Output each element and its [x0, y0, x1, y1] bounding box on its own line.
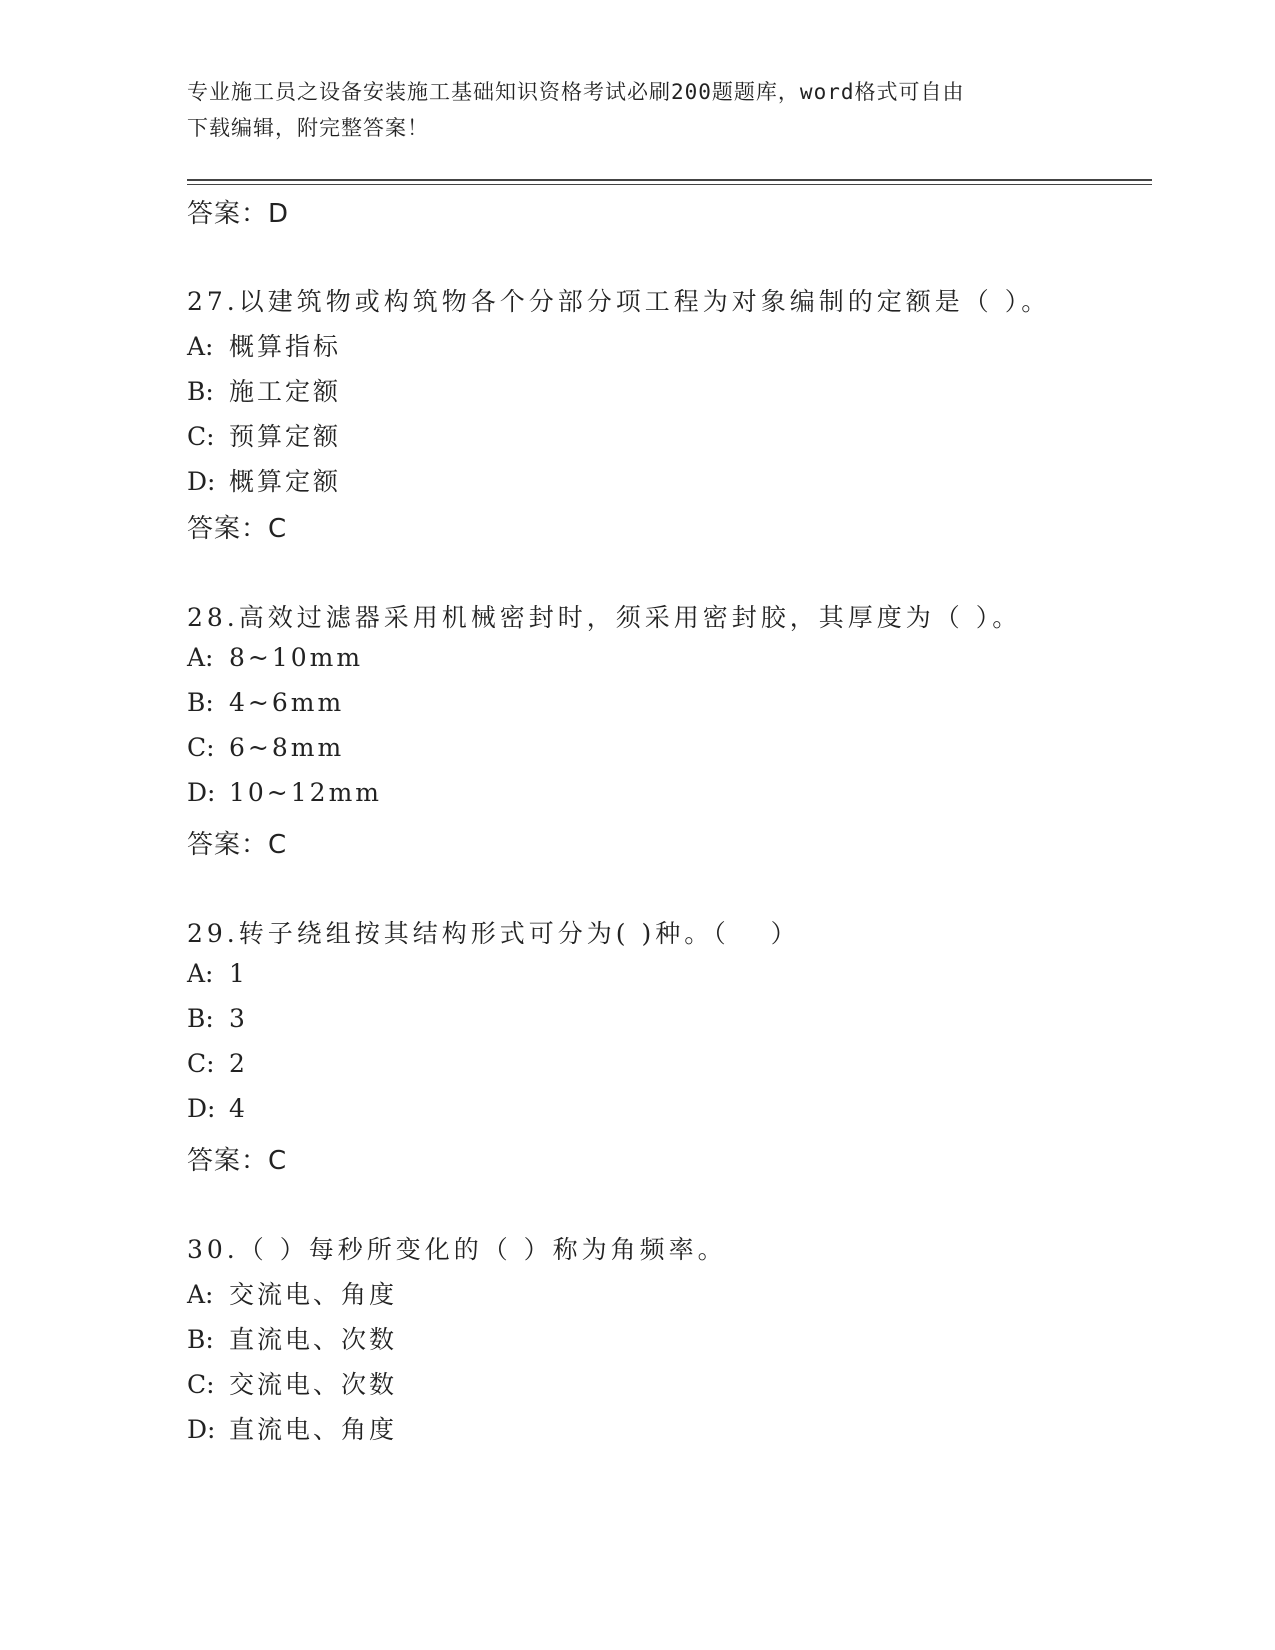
option-b	[187, 1320, 397, 1356]
option-letter: D:	[187, 467, 216, 496]
option-text: 交流电、角度	[229, 1280, 398, 1309]
option-letter: C:	[187, 1370, 215, 1399]
option-c	[187, 1049, 248, 1078]
option-letter: D:	[187, 1094, 216, 1123]
option-c	[187, 1365, 397, 1401]
option-a	[187, 959, 248, 988]
option-text: 直流电、次数	[229, 1325, 398, 1354]
option-a	[187, 327, 341, 363]
option-text: 4	[229, 1094, 248, 1123]
option-b	[187, 372, 341, 408]
option-letter: C:	[187, 1049, 215, 1078]
option-d	[187, 1094, 248, 1123]
option-text: 施工定额	[229, 377, 342, 406]
question-stem: 30.（ ）每秒所变化的（ ）称为角频率。	[187, 1235, 727, 1264]
option-letter: B:	[187, 1325, 214, 1354]
option-text: 4~6mm	[229, 688, 345, 717]
option-c	[187, 733, 344, 762]
option-letter: A:	[187, 332, 214, 361]
answer-26: 答案：D	[187, 199, 290, 229]
option-d	[187, 462, 341, 498]
option-b	[187, 688, 344, 717]
option-text: 概算定额	[229, 467, 342, 496]
option-letter: B:	[187, 377, 214, 406]
option-letter: A:	[187, 959, 214, 988]
option-text: 2	[229, 1049, 248, 1078]
option-a	[187, 643, 363, 672]
option-text: 概算指标	[229, 332, 342, 361]
option-text: 预算定额	[229, 422, 342, 451]
header-rule-bottom	[187, 184, 1152, 185]
option-a	[187, 1275, 397, 1311]
answer-28: 答案：C	[187, 830, 288, 860]
option-b	[187, 1004, 248, 1033]
option-letter: C:	[187, 733, 215, 762]
document-header	[187, 74, 1087, 146]
option-letter: C:	[187, 422, 215, 451]
header-rule-top	[187, 179, 1152, 181]
option-text: 3	[229, 1004, 248, 1033]
option-d	[187, 1410, 397, 1446]
option-letter: D:	[187, 778, 216, 807]
option-letter: B:	[187, 1004, 214, 1033]
answer-29: 答案：C	[187, 1146, 288, 1176]
question-stem: 28.高效过滤器采用机械密封时，须采用密封胶，其厚度为（ ）。	[187, 603, 1022, 632]
option-letter: A:	[187, 643, 214, 672]
option-letter: D:	[187, 1415, 216, 1444]
header-line-1: 专业施工员之设备安装施工基础知识资格考试必刷200题题库，word格式可自由	[187, 80, 965, 104]
option-text: 1	[229, 959, 248, 988]
option-text: 直流电、角度	[229, 1415, 398, 1444]
option-d	[187, 778, 382, 807]
option-c	[187, 417, 341, 453]
option-text: 交流电、次数	[229, 1370, 398, 1399]
option-text: 8~10mm	[229, 643, 364, 672]
answer-27: 答案：C	[187, 514, 288, 544]
question-stem: 29.转子绕组按其结构形式可分为( )种。（ ）	[187, 919, 800, 948]
header-line-2: 下载编辑，附完整答案！	[187, 116, 429, 140]
option-text: 6~8mm	[229, 733, 345, 762]
option-letter: B:	[187, 688, 214, 717]
option-letter: A:	[187, 1280, 214, 1309]
question-stem: 27.以建筑物或构筑物各个分部分项工程为对象编制的定额是（ ）。	[187, 287, 1051, 316]
option-text: 10~12mm	[229, 778, 382, 807]
